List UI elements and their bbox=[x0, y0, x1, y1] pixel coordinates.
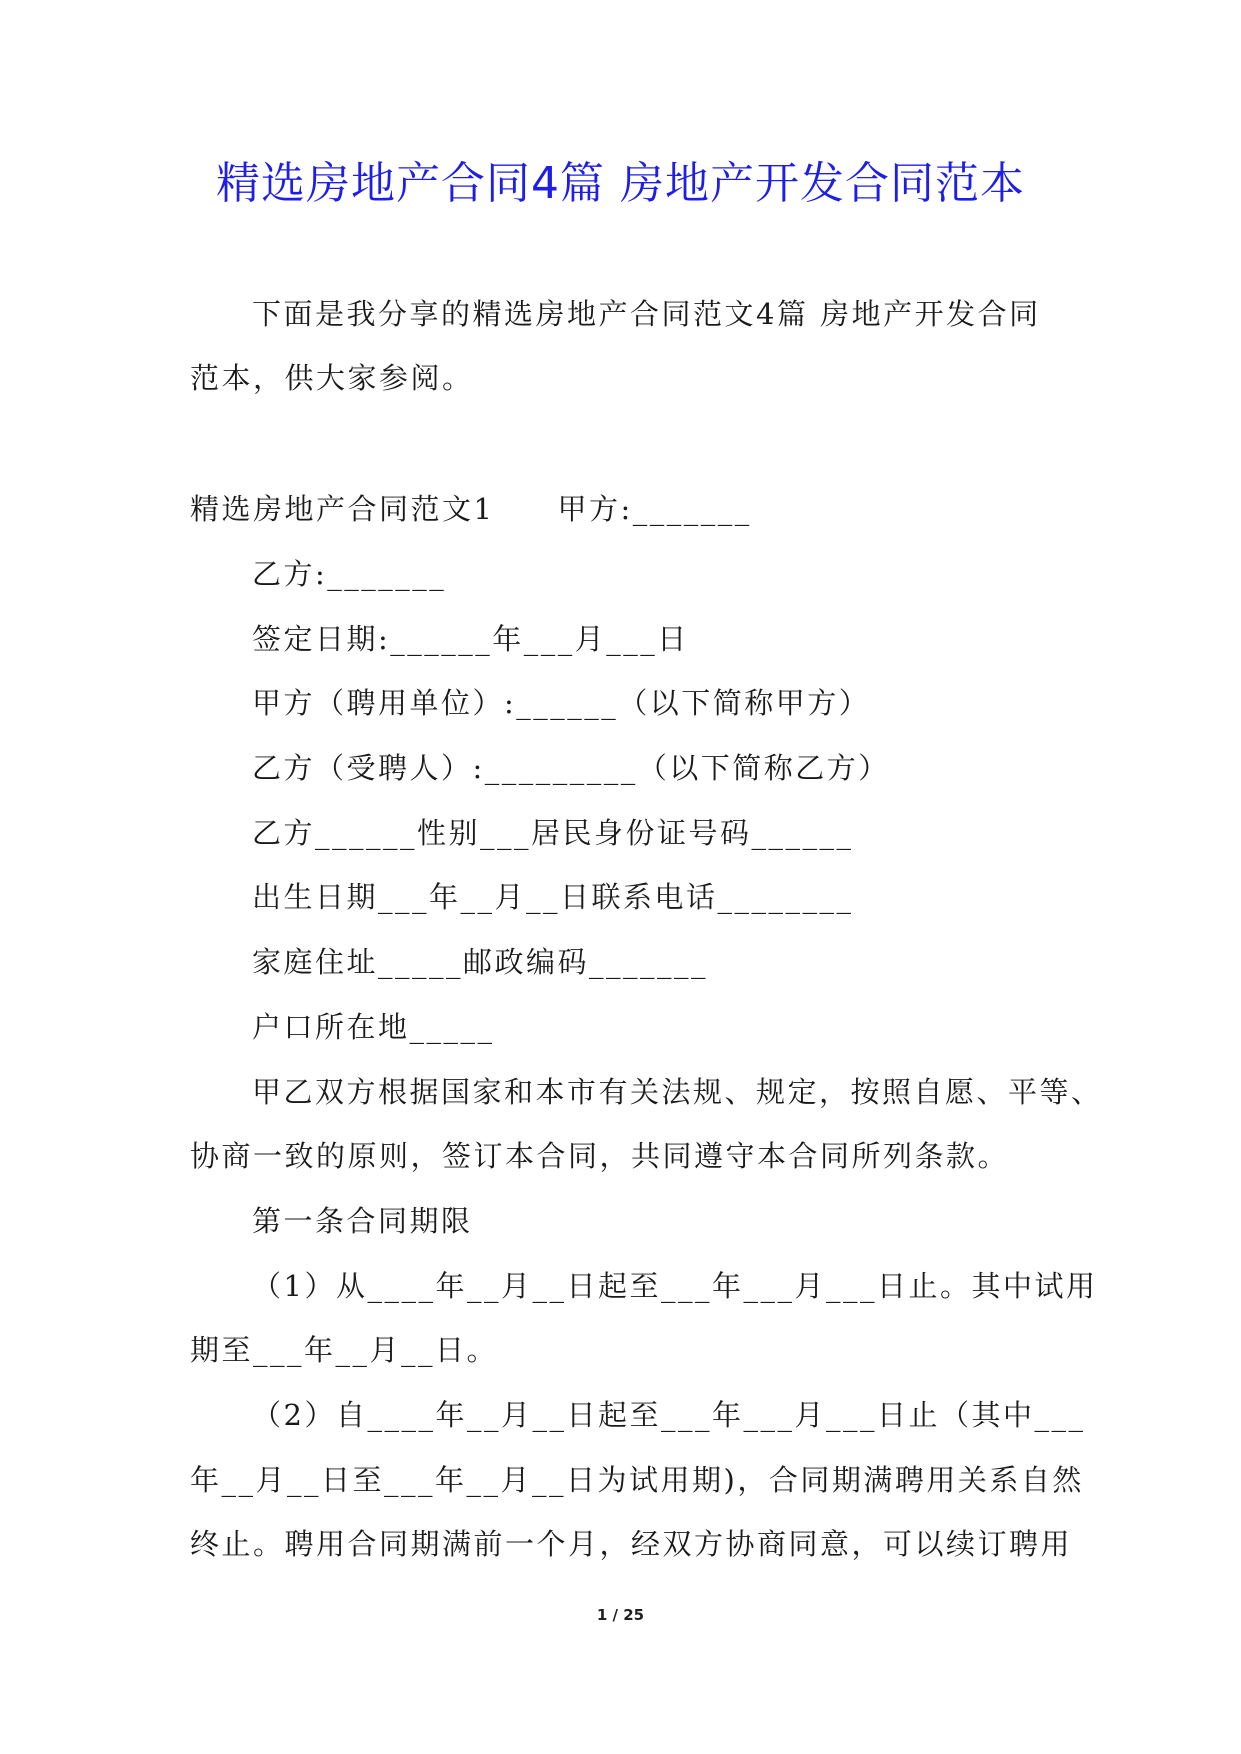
term-clause-2-line-1: （2）自____年__月__日起至___年___月___日止（其中___ bbox=[252, 1398, 1086, 1432]
signing-date-line: 签定日期:______年___月___日 bbox=[252, 622, 689, 656]
employee-info-line: 乙方______性别___居民身份证号码______ bbox=[252, 816, 854, 850]
article-one-heading: 第一条合同期限 bbox=[252, 1204, 473, 1238]
contract-heading-party-a: 精选房地产合同范文1 甲方:_______ bbox=[190, 492, 752, 526]
intro-line-1: 下面是我分享的精选房地产合同范文4篇 房地产开发合同 bbox=[252, 297, 1041, 331]
address-line: 家庭住址_____邮政编码_______ bbox=[252, 945, 709, 979]
document-title: 精选房地产合同4篇 房地产开发合同范本 bbox=[216, 158, 1025, 209]
party-b-line: 乙方:_______ bbox=[252, 557, 447, 591]
term-clause-2-line-2: 年__月__日至___年__月__日为试用期)，合同期满聘用关系自然 bbox=[190, 1463, 1084, 1497]
term-clause-1-line-1: （1）从____年__月__日起至___年___月___日止。其中试用 bbox=[252, 1269, 1098, 1303]
intro-line-2: 范本，供大家参阅。 bbox=[190, 361, 474, 395]
employer-line: 甲方（聘用单位）:______（以下简称甲方） bbox=[252, 686, 871, 720]
hukou-line: 户口所在地_____ bbox=[252, 1010, 495, 1044]
agreement-line-2: 协商一致的原则，签订本合同，共同遵守本合同所列条款。 bbox=[190, 1139, 1010, 1173]
term-clause-2-line-3: 终止。聘用合同期满前一个月，经双方协商同意，可以续订聘用 bbox=[190, 1527, 1073, 1561]
employee-line: 乙方（受聘人）:_________（以下简称乙方） bbox=[252, 751, 890, 785]
page-number: 1 / 25 bbox=[596, 1606, 645, 1624]
term-clause-1-line-2: 期至___年__月__日。 bbox=[190, 1333, 499, 1367]
birth-phone-line: 出生日期___年__月__日联系电话________ bbox=[252, 880, 854, 914]
agreement-line-1: 甲乙双方根据国家和本市有关法规、规定，按照自愿、平等、 bbox=[252, 1075, 1103, 1109]
